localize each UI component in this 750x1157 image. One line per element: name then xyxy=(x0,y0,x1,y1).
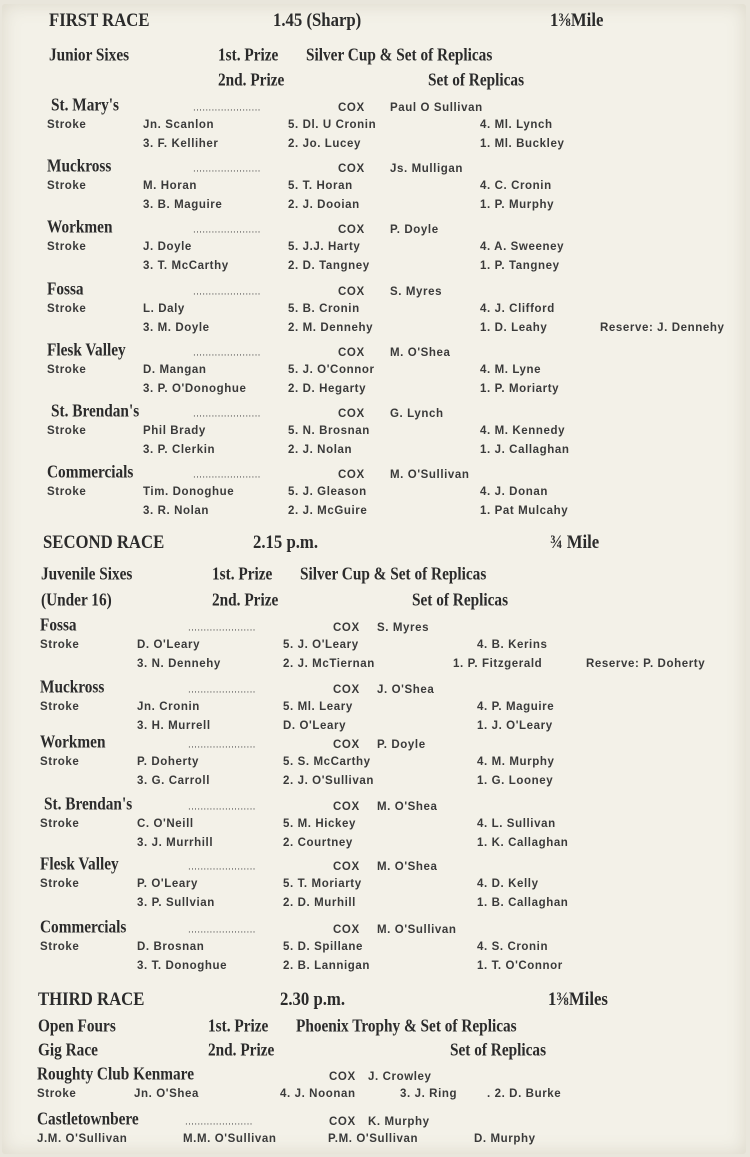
stroke-label: Stroke xyxy=(40,756,80,768)
cox-name: Js. Mulligan xyxy=(390,163,464,175)
crew-member: 4. C. Cronin xyxy=(480,180,552,192)
leader-dots: ...................... xyxy=(188,622,256,634)
leader-dots: ...................... xyxy=(193,163,261,175)
cox-name: S. Myres xyxy=(390,286,443,298)
crew-member: D. Mangan xyxy=(143,364,207,376)
cox-label: COX xyxy=(333,924,360,936)
crew-member: 3. T. McCarthy xyxy=(143,259,229,272)
prize-value: Silver Cup & Set of Replicas xyxy=(306,44,493,65)
crew-member: 5. N. Brosnan xyxy=(288,425,370,437)
club-name: Castletownbere xyxy=(37,1108,139,1129)
cox-label: COX xyxy=(333,801,360,813)
cox-name: S. Myres xyxy=(377,622,430,634)
leader-dots: ...................... xyxy=(193,347,261,359)
crew-member: 4. B. Kerins xyxy=(477,639,548,651)
crew-member: 2. D. Murhill xyxy=(283,896,356,909)
club-name: Commercials xyxy=(40,916,127,937)
crew-member: 1. P. Fitzgerald xyxy=(453,657,543,670)
crew-member: 4. A. Sweeney xyxy=(480,241,565,253)
stroke-label: Stroke xyxy=(47,180,87,192)
stroke-label: Stroke xyxy=(47,119,87,131)
prize-value: Silver Cup & Set of Replicas xyxy=(300,563,487,584)
leader-dots: ...................... xyxy=(188,739,256,751)
leader-dots: ...................... xyxy=(193,408,261,420)
cox-name: M. O'Sullivan xyxy=(390,469,470,481)
crew-member: 5. Ml. Leary xyxy=(283,701,353,713)
crew-member: 4. M. Kennedy xyxy=(480,425,566,437)
cox-name: M. O'Shea xyxy=(377,801,438,813)
cox-label: COX xyxy=(338,224,365,236)
crew-member: 2. B. Lannigan xyxy=(283,959,370,972)
crew-member: 5. B. Cronin xyxy=(288,303,360,315)
prize-label: 1st. Prize xyxy=(218,44,279,65)
crew-member: 2. J. O'Sullivan xyxy=(283,774,374,787)
leader-dots: ...................... xyxy=(193,469,261,481)
crew-member: Tim. Donoghue xyxy=(143,486,235,498)
cox-name: M. O'Shea xyxy=(390,347,451,359)
crew-member: 2. Courtney xyxy=(283,836,353,849)
crew-member: 5. J. O'Connor xyxy=(288,364,375,376)
leader-dots: ...................... xyxy=(188,861,256,873)
crew-member: 3. F. Kelliher xyxy=(143,137,219,150)
cox-name: M. O'Sullivan xyxy=(377,924,457,936)
prize-label: 1st. Prize xyxy=(212,563,273,584)
club-name: Flesk Valley xyxy=(47,339,126,360)
race-title: THIRD RACE xyxy=(38,989,145,1010)
cox-label: COX xyxy=(333,861,360,873)
stroke-label: Stroke xyxy=(40,701,80,713)
club-name: Flesk Valley xyxy=(40,853,119,874)
crew-member: 3. P. O'Donoghue xyxy=(143,382,247,395)
crew-member: Phil Brady xyxy=(143,425,206,437)
stroke-label: Stroke xyxy=(47,303,87,315)
club-name: Muckross xyxy=(40,676,105,697)
cox-label: COX xyxy=(333,622,360,634)
crew-member: 2. D. Tangney xyxy=(288,259,370,272)
crew-member: 5. T. Moriarty xyxy=(283,878,362,890)
race-title: FIRST RACE xyxy=(49,10,150,31)
crew-member: 4. Ml. Lynch xyxy=(480,119,553,131)
cox-name: J. O'Shea xyxy=(377,684,435,696)
leader-dots: ...................... xyxy=(193,224,261,236)
crew-member: J.M. O'Sullivan xyxy=(37,1133,128,1145)
crew-member: M. Horan xyxy=(143,180,197,192)
reserve-member: Reserve: J. Dennehy xyxy=(600,322,725,334)
reserve-member: Reserve: P. Doherty xyxy=(586,658,706,670)
prize-value: Set of Replicas xyxy=(412,589,509,610)
leader-dots: ...................... xyxy=(193,102,261,114)
crew-member: 1. P. Tangney xyxy=(480,259,560,272)
crew-member: 5. J. O'Leary xyxy=(283,639,359,651)
cox-label: COX xyxy=(338,347,365,359)
crew-member: 3. P. Clerkin xyxy=(143,443,216,456)
crew-member: J. Doyle xyxy=(143,241,192,253)
stroke-label: Stroke xyxy=(47,241,87,253)
cox-label: COX xyxy=(338,469,365,481)
crew-member: 1. Pat Mulcahy xyxy=(480,504,569,517)
cox-label: COX xyxy=(338,163,365,175)
race-category: Juvenile Sixes xyxy=(41,563,133,584)
club-name: Workmen xyxy=(40,731,106,752)
cox-label: COX xyxy=(329,1071,356,1083)
leader-dots: ...................... xyxy=(188,924,256,936)
crew-member: 1. P. Murphy xyxy=(480,198,555,211)
crew-member: 5. S. McCarthy xyxy=(283,756,371,768)
race-category: (Under 16) xyxy=(41,589,112,610)
crew-member: 2. J. Nolan xyxy=(288,443,353,456)
cox-label: COX xyxy=(333,684,360,696)
crew-member: D. Brosnan xyxy=(137,941,205,953)
crew-member: P. Doherty xyxy=(137,756,200,768)
crew-member: 4. M. Murphy xyxy=(477,756,555,768)
stroke-label: Stroke xyxy=(40,818,80,830)
cox-label: COX xyxy=(338,408,365,420)
crew-member: 4. J. Noonan xyxy=(280,1088,356,1100)
crew-member: 3. J. Murrhill xyxy=(137,836,214,849)
crew-member: 3. B. Maguire xyxy=(143,198,223,211)
crew-member: 3. M. Doyle xyxy=(143,321,210,334)
crew-member: M.M. O'Sullivan xyxy=(183,1133,277,1145)
cox-name: K. Murphy xyxy=(368,1116,430,1128)
race-category: Junior Sixes xyxy=(49,44,130,65)
club-name: Muckross xyxy=(47,155,112,176)
crew-member: 2. J. McTiernan xyxy=(283,657,375,670)
club-name: Commercials xyxy=(47,461,134,482)
cox-name: P. Doyle xyxy=(390,224,439,236)
crew-member: 1. P. Moriarty xyxy=(480,382,560,395)
stroke-label: Stroke xyxy=(40,941,80,953)
crew-member: 3. G. Carroll xyxy=(137,774,210,787)
cox-name: J. Crowley xyxy=(368,1071,432,1083)
crew-member: 1. K. Callaghan xyxy=(477,836,569,849)
crew-member: 3. T. Donoghue xyxy=(137,959,228,972)
crew-member: 5. Dl. U Cronin xyxy=(288,119,377,131)
crew-member: 2. M. Dennehy xyxy=(288,321,374,334)
race-time: 1.45 (Sharp) xyxy=(273,10,362,31)
crew-member: 5. T. Horan xyxy=(288,180,353,192)
cox-name: M. O'Shea xyxy=(377,861,438,873)
club-name: St. Brendan's xyxy=(51,400,140,421)
crew-member: 5. D. Spillane xyxy=(283,941,363,953)
race-distance: ¾ Mile xyxy=(550,532,600,553)
crew-member: 3. P. Sullvian xyxy=(137,896,215,909)
club-name: Fossa xyxy=(40,614,77,635)
prize-value: Phoenix Trophy & Set of Replicas xyxy=(296,1015,517,1036)
crew-member: 2. Jo. Lucey xyxy=(288,137,362,150)
crew-member: 4. D. Kelly xyxy=(477,878,539,890)
crew-member: Jn. Cronin xyxy=(137,701,200,713)
crew-member: 1. J. Callaghan xyxy=(480,443,570,456)
prize-label: 2nd. Prize xyxy=(212,589,279,610)
leader-dots: ...................... xyxy=(185,1116,253,1128)
race-category: Gig Race xyxy=(38,1039,98,1060)
crew-member: 3. J. Ring xyxy=(400,1088,458,1100)
race-category: Open Fours xyxy=(38,1015,116,1036)
crew-member: . 2. D. Burke xyxy=(487,1088,562,1100)
crew-member: P.M. O'Sullivan xyxy=(328,1133,419,1145)
crew-member: D. Murphy xyxy=(474,1133,536,1145)
prize-value: Set of Replicas xyxy=(428,69,525,90)
crew-member: 5. J. Gleason xyxy=(288,486,367,498)
crew-member: 4. L. Sullivan xyxy=(477,818,556,830)
crew-member: 2. J. McGuire xyxy=(288,504,368,517)
crew-member: 1. B. Callaghan xyxy=(477,896,569,909)
leader-dots: ...................... xyxy=(188,801,256,813)
crew-member: 2. D. Hegarty xyxy=(288,382,367,395)
stroke-label: Stroke xyxy=(47,486,87,498)
crew-member: D. O'Leary xyxy=(137,639,201,651)
crew-member: 3. H. Murrell xyxy=(137,719,211,732)
prize-label: 1st. Prize xyxy=(208,1015,269,1036)
crew-member: 4. J. Clifford xyxy=(480,303,555,315)
race-title: SECOND RACE xyxy=(43,532,165,553)
stroke-label: Stroke xyxy=(40,639,80,651)
crew-member: L. Daly xyxy=(143,303,185,315)
crew-member: 3. N. Dennehy xyxy=(137,657,221,670)
crew-member: P. O'Leary xyxy=(137,878,198,890)
cox-name: G. Lynch xyxy=(390,408,444,420)
race-distance: 1⅜Miles xyxy=(548,989,608,1010)
stroke-label: Stroke xyxy=(37,1088,77,1100)
race-programme-page xyxy=(2,4,746,1154)
crew-member: Jn. Scanlon xyxy=(143,119,215,131)
stroke-label: Stroke xyxy=(40,878,80,890)
cox-name: Paul O Sullivan xyxy=(390,102,483,114)
crew-member: 5. M. Hickey xyxy=(283,818,357,830)
cox-label: COX xyxy=(338,102,365,114)
crew-member: 4. S. Cronin xyxy=(477,941,549,953)
leader-dots: ...................... xyxy=(193,286,261,298)
crew-member: 1. D. Leahy xyxy=(480,321,548,334)
cox-label: COX xyxy=(338,286,365,298)
crew-member: 4. M. Lyne xyxy=(480,364,542,376)
prize-value: Set of Replicas xyxy=(450,1039,547,1060)
race-distance: 1⅜Mile xyxy=(550,10,604,31)
cox-name: P. Doyle xyxy=(377,739,426,751)
prize-label: 2nd. Prize xyxy=(208,1039,275,1060)
club-name: Roughty Club Kenmare xyxy=(37,1063,194,1084)
stroke-label: Stroke xyxy=(47,364,87,376)
crew-member: 1. T. O'Connor xyxy=(477,959,563,972)
race-time: 2.15 p.m. xyxy=(253,532,319,553)
crew-member: D. O'Leary xyxy=(283,719,347,732)
crew-member: 1. J. O'Leary xyxy=(477,719,553,732)
crew-member: 1. G. Looney xyxy=(477,774,554,787)
crew-member: C. O'Neill xyxy=(137,818,194,830)
club-name: Fossa xyxy=(47,278,84,299)
club-name: Workmen xyxy=(47,216,113,237)
crew-member: 4. J. Donan xyxy=(480,486,548,498)
crew-member: 5. J.J. Harty xyxy=(288,241,361,253)
cox-label: COX xyxy=(333,739,360,751)
stroke-label: Stroke xyxy=(47,425,87,437)
race-time: 2.30 p.m. xyxy=(280,989,346,1010)
crew-member: 3. R. Nolan xyxy=(143,504,210,517)
prize-label: 2nd. Prize xyxy=(218,69,285,90)
crew-member: 1. Ml. Buckley xyxy=(480,137,565,150)
club-name: St. Brendan's xyxy=(44,793,133,814)
crew-member: Jn. O'Shea xyxy=(134,1088,199,1100)
club-name: St. Mary's xyxy=(51,94,119,115)
leader-dots: ...................... xyxy=(188,684,256,696)
crew-member: 4. P. Maguire xyxy=(477,701,555,713)
cox-label: COX xyxy=(329,1116,356,1128)
crew-member: 2. J. Dooian xyxy=(288,198,360,211)
